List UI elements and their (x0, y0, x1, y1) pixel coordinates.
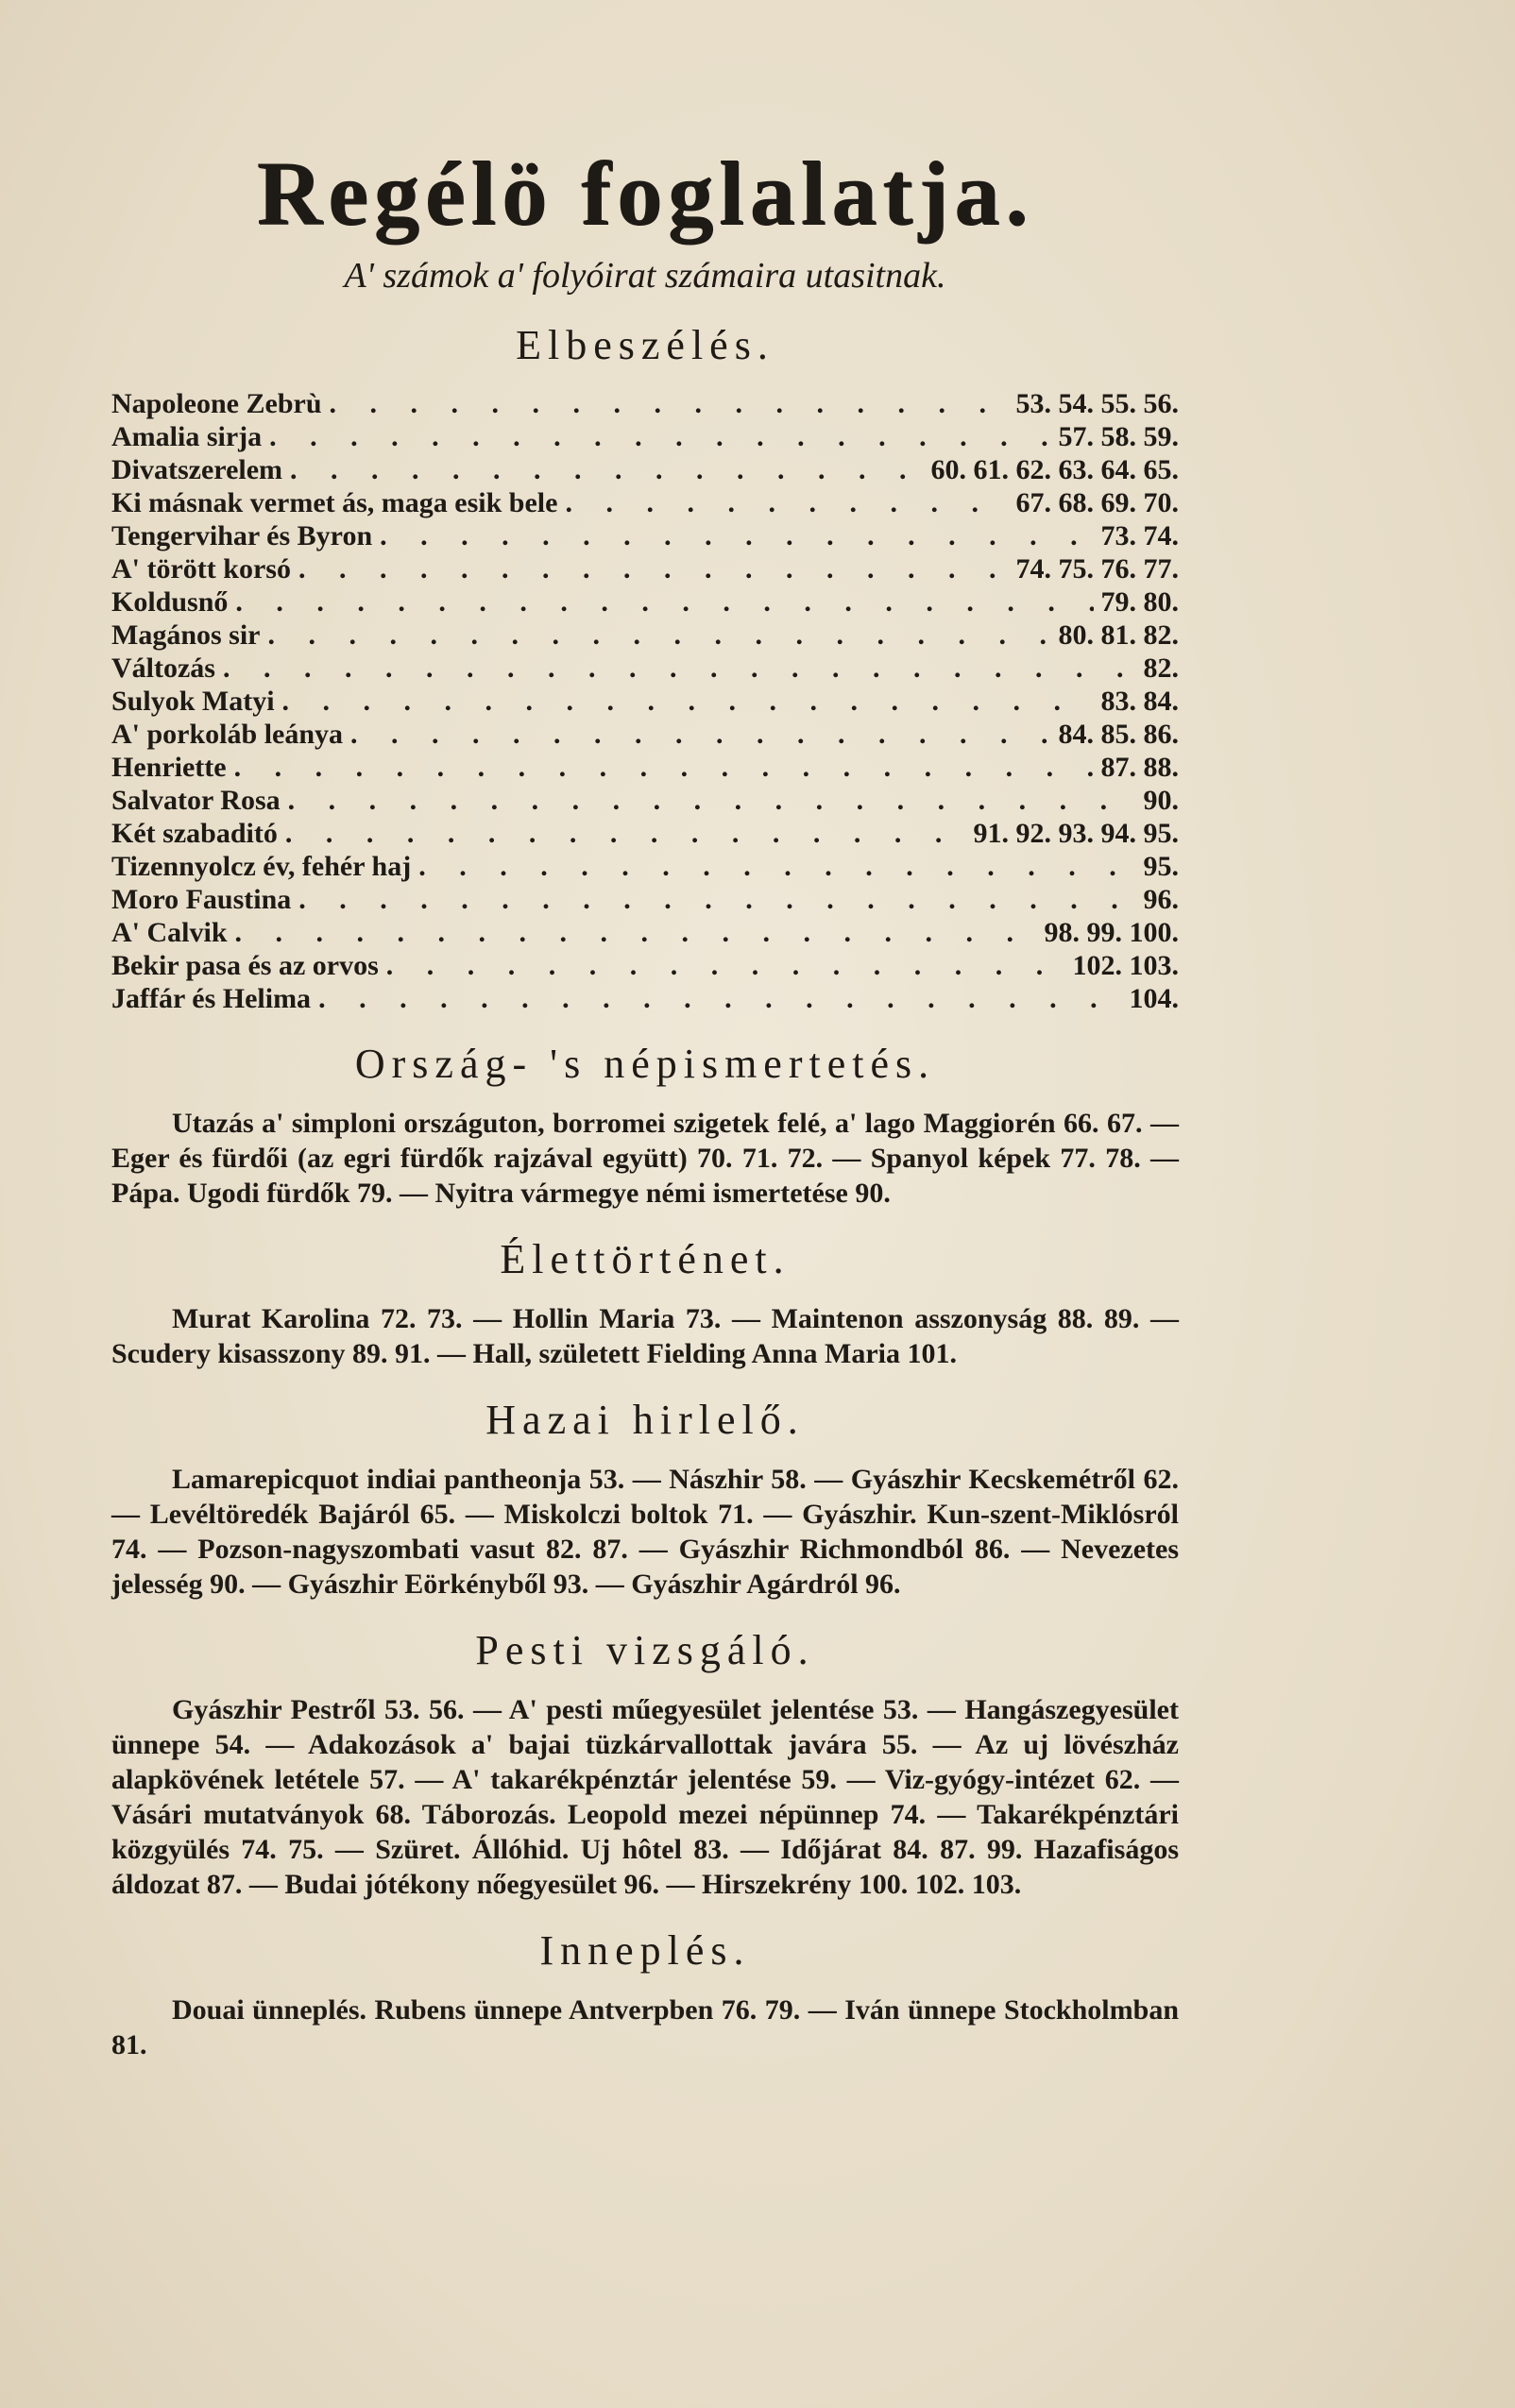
toc-entry-title: Salvator Rosa (111, 785, 281, 816)
toc-entry-title: Sulyok Matyi (111, 686, 275, 717)
dot-leader (298, 883, 1135, 916)
toc-entry-title: Tizennyolcz év, fehér haj (111, 851, 412, 882)
toc-entry-pages: 91. 92. 93. 94. 95. (973, 818, 1179, 849)
dot-leader (318, 982, 1121, 1015)
toc-entry-pages: 83. 84. (1100, 686, 1179, 717)
toc-entry-title: Divatszerelem (111, 454, 283, 485)
toc-entry-title: Ki másnak vermet ás, maga esik bele (111, 487, 558, 518)
toc-entry-pages: 98. 99. 100. (1044, 917, 1179, 948)
dot-leader (268, 619, 1051, 652)
toc-entry-title: Napoleone Zebrù (111, 388, 322, 419)
table-of-contents (111, 387, 1179, 1015)
toc-entry-pages: 73. 74. (1100, 520, 1179, 551)
section-text-hazai: Lamarepicquot indiai pantheonja 53. — Nászhir 58. — Gyászhir Kecskemétről 62. — Levéltöredék Bajáról 65. — Miskolczi boltok 71. — Gyászhir. Kun-szent-Miklósról 74. — Pozson-nagyszombati vasut 82. 87. — Gyászhir Richmondból 86. — Nevezetes jelesség 90. — Gyászhir Eörkényből 93. — Gyászhir Agárdról 96. (111, 1464, 1179, 1600)
toc-entry-pages: 60. 61. 62. 63. 64. 65. (930, 454, 1179, 485)
section-heading-orszag: Ország- 's népismertetés. (354, 1041, 936, 1087)
section-text-inneples: Douai ünneplés. Rubens ünnepe Antverpben 76. 79. — Iván ünnepe Stockholmban 81. (111, 1994, 1179, 2060)
toc-entry-pages: 53. 54. 55. 56. (1015, 388, 1179, 419)
list-item (111, 982, 1179, 1015)
toc-entry-pages: 57. 58. 59. (1058, 421, 1179, 452)
list-item (111, 949, 1179, 982)
toc-entry-pages: 67. 68. 69. 70. (1015, 487, 1179, 518)
section-text-pesti: Gyászhir Pestről 53. 56. — A' pesti műegyesület jelentése 53. — Hangászegyesület ünnepe 54. — Adakozások a' bajai tüzkárvallottak javára 55. — Az uj lövészház alapkövének letétele 57. — A' takarékpénztár jelentése 59. — Viz-gyógy-intézet 62. — Vásári mutatványok 68. Táborozás. Leopold mezei népünnep 74. — Takarékpénztári közgyülés 74. 75. — Szüret. Állóhid. Uj hôtel 83. — Időjárat 84. 87. 99. Hazafiságos áldozat 87. — Budai jótékony nőegyesület 96. — Hirszekrény 100. 102. 103. (111, 1694, 1179, 1900)
toc-entry-title: Magános sir (111, 619, 261, 651)
toc-entry-pages: 87. 88. (1100, 752, 1179, 783)
toc-entry-title: A' törött korsó (111, 553, 291, 585)
toc-entry-title: Tengervihar és Byron (111, 520, 373, 551)
dot-leader (223, 652, 1136, 685)
dot-leader (565, 486, 1008, 519)
section-text-orszag: Utazás a' simploni országuton, borromei szigetek felé, a' lago Maggiorén 66. 67. — Eger és fürdői (az egri fürdők rajzával együtt) 70. 71. 72. — Spanyol képek 77. 78. — Pápa. Ugodi fürdők 79. — Nyitra vármegye némi ismertetése 90. (111, 1108, 1179, 1209)
dot-leader (234, 751, 1094, 784)
list-item (111, 519, 1179, 552)
page-title: Regélö foglalatja. (256, 143, 1034, 244)
section-heading-hazai: Hazai hirlelő. (485, 1397, 805, 1443)
list-item (111, 387, 1179, 420)
list-item (111, 685, 1179, 718)
page-subtitle: A' számok a' folyóirat számaira utasitnak. (344, 256, 946, 296)
list-item (111, 652, 1179, 685)
toc-entry-title: A' Calvik (111, 917, 228, 948)
toc-entry-pages: 90. (1143, 785, 1179, 816)
section-heading-elbeszeles: Elbeszélés. (516, 322, 775, 368)
toc-entry-title: Bekir pasa és az orvos (111, 950, 379, 981)
list-item (111, 850, 1179, 883)
dot-leader (288, 784, 1136, 817)
toc-entry-pages: 82. (1143, 653, 1179, 684)
list-item (111, 585, 1179, 619)
dot-leader (290, 453, 923, 486)
list-item (111, 817, 1179, 850)
dot-leader (235, 585, 1093, 619)
dot-leader (235, 916, 1037, 949)
dot-leader (330, 387, 1009, 420)
dot-leader (350, 718, 1050, 751)
toc-entry-pages: 96. (1143, 884, 1179, 915)
toc-entry-pages: 102. 103. (1072, 950, 1179, 981)
dot-leader (380, 519, 1093, 552)
toc-entry-pages: 80. 81. 82. (1058, 619, 1179, 651)
list-item (111, 718, 1179, 751)
document-content (111, 142, 1179, 2062)
list-item (111, 453, 1179, 486)
list-item (111, 486, 1179, 519)
section-heading-elettortenet: Élettörténet. (500, 1236, 791, 1282)
dot-leader (285, 817, 966, 850)
toc-entry-title: Moro Faustina (111, 884, 292, 915)
toc-entry-title: Henriette (111, 752, 227, 783)
toc-entry-pages: 104. (1129, 983, 1179, 1014)
list-item (111, 916, 1179, 949)
dot-leader (298, 552, 1009, 585)
toc-entry-pages: 74. 75. 76. 77. (1015, 553, 1179, 585)
list-item (111, 883, 1179, 916)
dot-leader (418, 850, 1135, 883)
list-item (111, 552, 1179, 585)
toc-entry-title: Két szabaditó (111, 818, 278, 849)
list-item (111, 784, 1179, 817)
list-item (111, 619, 1179, 652)
toc-entry-pages: 84. 85. 86. (1058, 719, 1179, 750)
section-heading-pesti: Pesti vizsgáló. (475, 1627, 815, 1673)
dot-leader (282, 685, 1094, 718)
toc-entry-title: Amalia sirja (111, 421, 263, 452)
toc-entry-pages: 95. (1143, 851, 1179, 882)
toc-entry-title: Jaffár és Helima (111, 983, 312, 1014)
list-item (111, 420, 1179, 453)
toc-entry-title: Változás (111, 653, 215, 684)
dot-leader (269, 420, 1050, 453)
dot-leader (386, 949, 1065, 982)
toc-entry-title: A' porkoláb leánya (111, 719, 344, 750)
section-heading-inneples: Inneplés. (539, 1927, 751, 1974)
toc-entry-pages: 79. 80. (1100, 586, 1179, 618)
toc-entry-title: Koldusnő (111, 586, 229, 618)
list-item (111, 751, 1179, 784)
section-text-elettortenet: Murat Karolina 72. 73. — Hollin Maria 73. — Maintenon asszonyság 88. 89. — Scudery kisasszony 89. 91. — Hall, született Fielding Anna Maria 101. (111, 1303, 1179, 1369)
